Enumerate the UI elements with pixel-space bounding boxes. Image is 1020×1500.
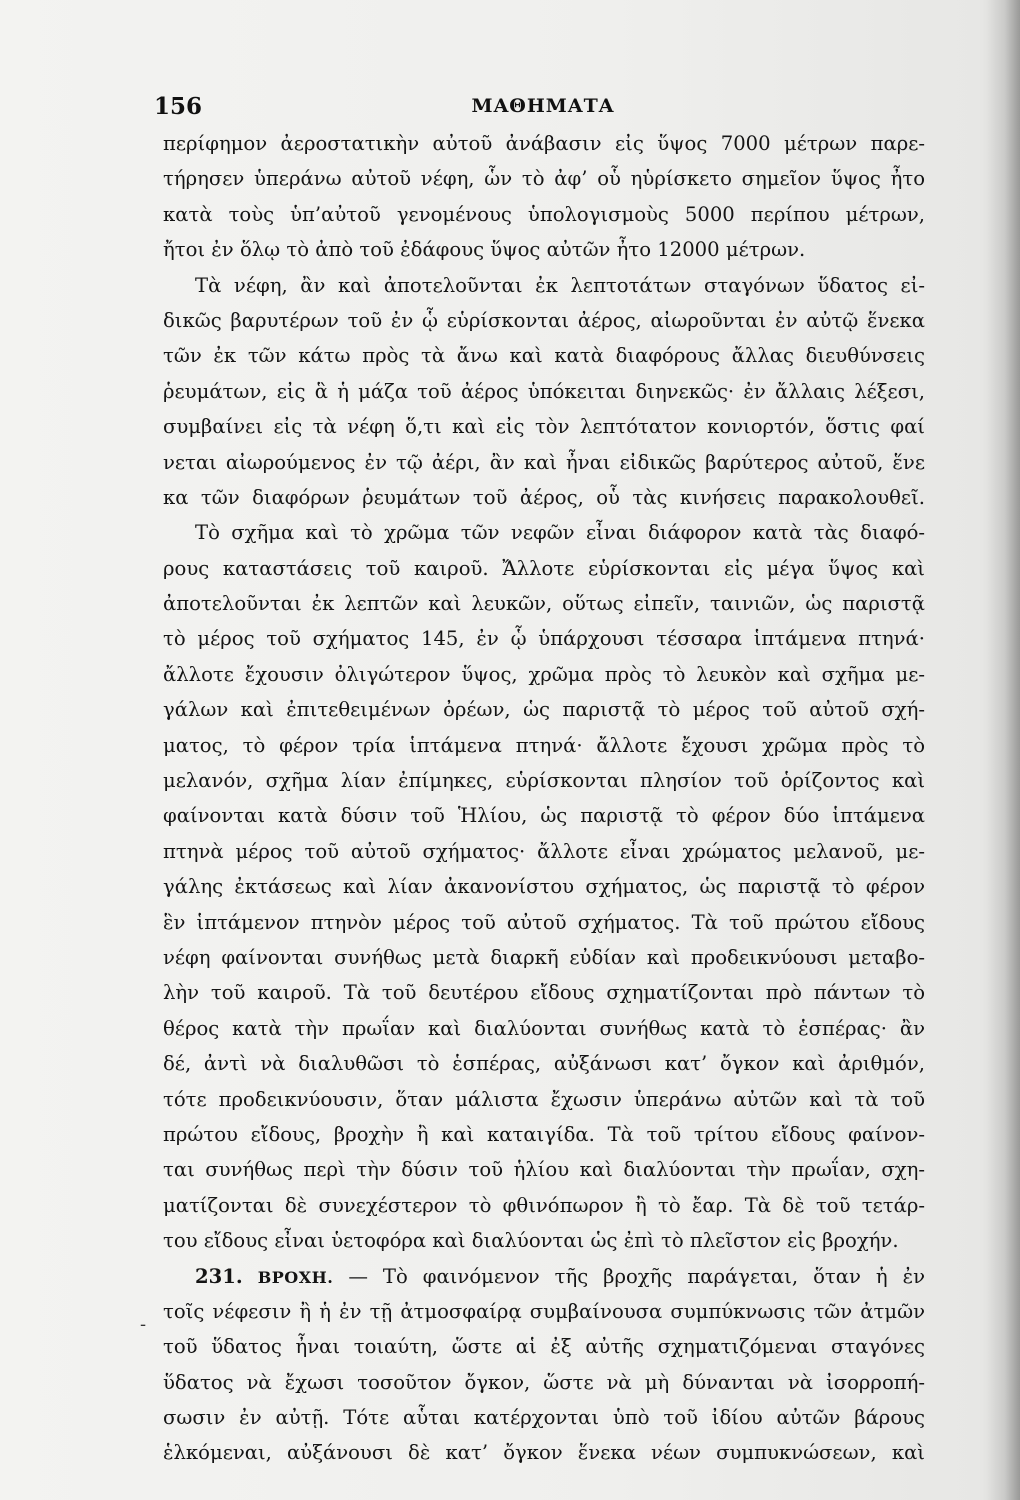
text-line: ματος, τὸ φέρον τρία ἱπτάμενα πτηνά· ἄλλοτε ἔχουσι χρῶμα πρὸς τὸ (163, 733, 925, 757)
body-text (163, 126, 925, 1471)
text-line: γάλων καὶ ἐπιτεθειμένων ὀρέων, ὡς παριστᾷ τὸ μέρος τοῦ αὐτοῦ σχή- (163, 698, 925, 722)
text-line: Τὸ σχῆμα καὶ τὸ χρῶμα τῶν νεφῶν εἶναι διάφορον κατὰ τὰς διαφό- (195, 521, 925, 545)
section-heading: ΒΡΟΧΗ. (257, 1267, 334, 1287)
text-line: του εἴδους εἶναι ὑετοφόρα καὶ διαλύονται ὡς ἐπὶ τὸ πλεῖστον εἰς βροχήν. (163, 1229, 899, 1253)
text-line: πτηνὰ μέρος τοῦ αὐτοῦ σχήματος· ἄλλοτε εἶναι χρώματος μελανοῦ, με- (163, 839, 925, 863)
text-line: κα τῶν διαφόρων ῥευμάτων τοῦ ἀέρος, οὗ τὰς κινήσεις παρακολουθεῖ. (163, 485, 925, 509)
text-line: τῶν ἐκ τῶν κάτω πρὸς τὰ ἄνω καὶ κατὰ διαφόρους ἄλλας διευθύνσεις (163, 344, 925, 368)
text-line: ῥευμάτων, εἰς ἃ ἡ μάζα τοῦ ἀέρος ὑπόκειται διηνεκῶς· ἐν ἄλλαις λέξεσι, (163, 379, 925, 403)
text-line: σωσιν ἐν αὐτῇ. Τότε αὗται κατέρχονται ὑπὸ τοῦ ἰδίου αὐτῶν βάρους (163, 1406, 925, 1430)
text-line: λὴν τοῦ καιροῦ. Τὰ τοῦ δευτέρου εἴδους σχηματίζονται πρὸ πάντων τὸ (163, 981, 925, 1005)
running-head (154, 93, 923, 123)
text-line: τήρησεν ὑπεράνω αὐτοῦ νέφη, ὧν τὸ ἀφ’ οὗ ηὑρίσκετο σημεῖον ὕψος ἦτο (163, 167, 925, 191)
running-title: ΜΑΘΗΜΑΤΑ (471, 95, 615, 117)
text-line: ἓν ἱπτάμενον πτηνὸν μέρος τοῦ αὐτοῦ σχήματος. Τὰ τοῦ πρώτου εἴδους (163, 910, 925, 934)
text-line: φαίνονται κατὰ δύσιν τοῦ Ἡλίου, ὡς παριστᾷ τὸ φέρον δύο ἱπτάμενα (163, 804, 925, 828)
section-number: 231. (195, 1264, 243, 1288)
page-number: 156 (154, 93, 203, 120)
text-line: περίφημον ἀεροστατικὴν αὐτοῦ ἀνάβασιν εἰς ὕψος 7000 μέτρων παρε- (163, 132, 925, 155)
text-line: Τὰ νέφη, ἂν καὶ ἀποτελοῦνται ἐκ λεπτοτάτων σταγόνων ὕδατος εἰ- (195, 273, 925, 297)
text-line: συμβαίνει εἰς τὰ νέφη ὅ,τι καὶ εἰς τὸν λεπτότατον κονιορτόν, ὅστις φαί (163, 415, 925, 439)
text-line: νεται αἰωρούμενος ἐν τῷ ἀέρι, ἂν καὶ ἦναι εἰδικῶς βαρύτερος αὐτοῦ, ἕνε (163, 450, 925, 474)
text-line: ρους καταστάσεις τοῦ καιροῦ. Ἄλλοτε εὑρίσκονται εἰς μέγα ὕψος καὶ (163, 556, 925, 580)
text-line: γάλης ἐκτάσεως καὶ λίαν ἀκανονίστου σχήματος, ὡς παριστᾷ τὸ φέρον (163, 875, 925, 899)
text-line: ἀποτελοῦνται ἐκ λεπτῶν καὶ λευκῶν, οὕτως εἰπεῖν, ταινιῶν, ὡς παριστᾷ (163, 592, 925, 616)
text-line: τότε προδεικνύουσιν, ὅταν μάλιστα ἔχωσιν ὑπεράνω αὐτῶν καὶ τὰ τοῦ (163, 1087, 925, 1111)
section-first-line (163, 1259, 925, 1294)
section-first-line-text: — Τὸ φαινόμενον τῆς βροχῆς παράγεται, ὅταν ἡ ἐν (348, 1264, 925, 1288)
text-line: ἑλκόμεναι, αὐξάνουσι δὲ κατ’ ὄγκον ἕνεκα νέων συμπυκνώσεων, καὶ (163, 1441, 925, 1465)
text-line: τοῖς νέφεσιν ἢ ἡ ἐν τῇ ἀτμοσφαίρᾳ συμβαίνουσα συμπύκνωσις τῶν ἀτμῶν (163, 1299, 925, 1323)
margin-mark: - (140, 1314, 147, 1335)
text-line: ται συνήθως περὶ τὴν δύσιν τοῦ ἡλίου καὶ διαλύονται τὴν πρωΐαν, σχη- (163, 1158, 925, 1182)
text-line: μελανόν, σχῆμα λίαν ἐπίμηκες, εὑρίσκονται πλησίον τοῦ ὁρίζοντος καὶ (163, 769, 925, 793)
text-line: ματίζονται δὲ συνεχέστερον τὸ φθινόπωρον ἢ τὸ ἔαρ. Τὰ δὲ τοῦ τετάρ- (163, 1193, 925, 1217)
binding-shadow (986, 0, 1020, 1500)
text-line: θέρος κατὰ τὴν πρωΐαν καὶ διαλύονται συνήθως κατὰ τὸ ἑσπέρας· ἂν (163, 1016, 925, 1040)
text-line: δικῶς βαρυτέρων τοῦ ἐν ᾧ εὑρίσκονται ἀέρος, αἰωροῦνται ἐν αὐτῷ ἕνεκα (163, 308, 925, 332)
text-line: τὸ μέρος τοῦ σχήματος 145, ἐν ᾧ ὑπάρχουσι τέσσαρα ἱπτάμενα πτηνά· (163, 627, 925, 651)
text-line: πρώτου εἴδους, βροχὴν ἢ καὶ καταιγίδα. Τὰ τοῦ τρίτου εἴδους φαίνον- (163, 1122, 925, 1146)
text-line: νέφη φαίνονται συνήθως μετὰ διαρκῆ εὐδίαν καὶ προδεικνύουσι μεταβο- (163, 945, 925, 969)
text-line: ἄλλοτε ἔχουσιν ὀλιγώτερον ὕψος, χρῶμα πρὸς τὸ λευκὸν καὶ σχῆμα με- (163, 662, 925, 686)
text-line: δέ, ἀντὶ νὰ διαλυθῶσι τὸ ἑσπέρας, αὐξάνωσι κατ’ ὄγκον καὶ ἀριθμόν, (163, 1052, 925, 1076)
text-line: ὕδατος νὰ ἔχωσι τοσοῦτον ὄγκον, ὥστε νὰ μὴ δύνανται νὰ ἰσορροπή- (163, 1370, 925, 1394)
text-line: ἤτοι ἐν ὅλῳ τὸ ἀπὸ τοῦ ἐδάφους ὕψος αὐτῶν ἦτο 12000 μέτρων. (163, 238, 806, 262)
text-line: τοῦ ὕδατος ἦναι τοιαύτη, ὥστε αἱ ἐξ αὐτῆς σχηματιζόμεναι σταγόνες (163, 1335, 925, 1359)
text-line: κατὰ τοὺς ὑπ’αὐτοῦ γενομένους ὑπολογισμοὺς 5000 περίπου μέτρων, (163, 202, 925, 226)
